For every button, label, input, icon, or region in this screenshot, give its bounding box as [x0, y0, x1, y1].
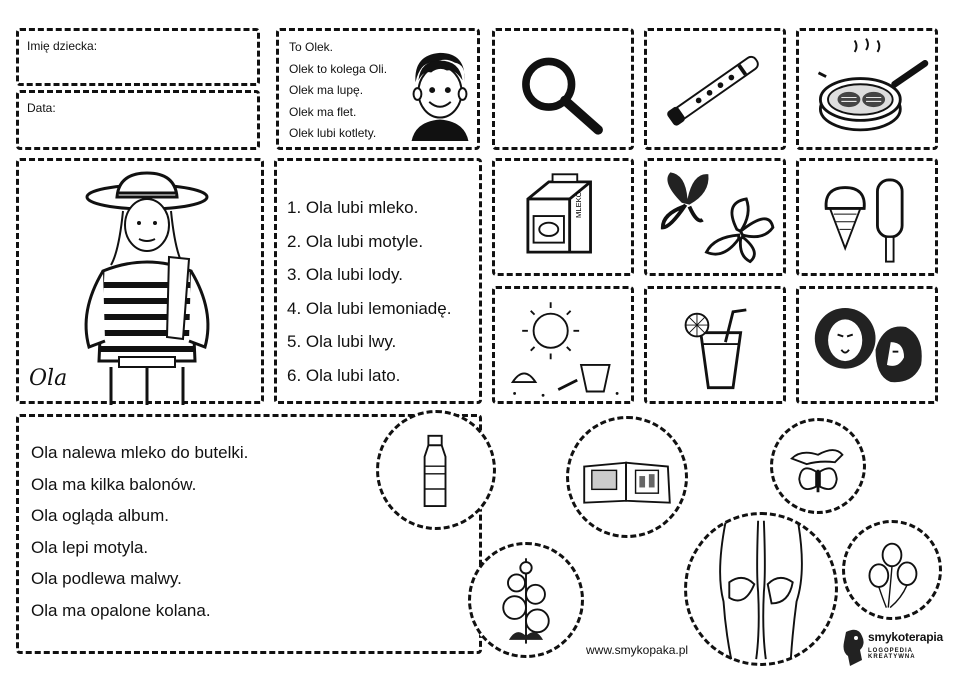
bottom-sentence: Ola ma opalone kolana.	[31, 600, 211, 620]
cutlets-pan-icon	[799, 31, 935, 147]
album-circle	[566, 416, 688, 538]
magnifier-icon	[495, 31, 631, 147]
hollyhock-circle	[468, 542, 584, 658]
magnifier-tile	[492, 28, 634, 150]
date-box	[16, 90, 260, 150]
lions-icon	[799, 289, 935, 401]
lions-tile	[796, 286, 938, 404]
brand-name: smykoterapia	[868, 630, 943, 644]
bottom-sentence: Ola lepi motyla.	[31, 537, 149, 557]
ola-sentence: 5. Ola lubi lwy.	[287, 332, 397, 351]
flute-tile	[644, 28, 786, 150]
ola-signature: Ola	[29, 366, 68, 391]
glue-butterfly-circle	[770, 418, 866, 514]
summer-tile	[492, 286, 634, 404]
balloons-circle	[842, 520, 942, 620]
footer-url: www.smykopaka.pl	[586, 643, 689, 657]
flute-icon	[647, 31, 783, 147]
olek-line: To Olek.	[289, 40, 334, 54]
olek-line: Olek ma flet.	[289, 104, 357, 119]
summer-beach-icon	[495, 289, 631, 401]
ice-cream-tile	[796, 158, 938, 276]
lemonade-tile	[644, 286, 786, 404]
milk-label: MLEKO	[574, 191, 584, 218]
bottom-sentence: Ola ogląda album.	[31, 506, 169, 525]
olek-box	[276, 28, 480, 150]
butterflies-tile	[644, 158, 786, 276]
lemonade-icon	[647, 289, 783, 401]
bottom-sentence: Ola ma kilka balonów.	[31, 474, 197, 494]
brand-logo	[838, 622, 958, 672]
bottle-icon	[379, 410, 493, 530]
child-name-label: Imię dziecka:	[27, 39, 98, 53]
bottle-circle	[376, 410, 496, 530]
ola-sentence: 1. Ola lubi mleko.	[287, 198, 419, 217]
boy-face-icon	[405, 45, 475, 143]
ice-cream-icon	[799, 161, 935, 273]
knees-circle	[684, 512, 838, 666]
child-name-box	[16, 28, 260, 86]
ola-sentence: 3. Ola lubi lody.	[287, 265, 403, 284]
bottom-sentence: Ola podlewa malwy.	[31, 569, 182, 588]
ola-sentence: 6. Ola lubi lato.	[287, 365, 401, 385]
album-icon	[569, 416, 685, 538]
cutlets-tile	[796, 28, 938, 150]
milk-carton-icon	[495, 161, 631, 273]
bottom-sentence: Ola nalewa mleko do butelki.	[31, 443, 249, 462]
butterflies-icon	[647, 161, 783, 273]
bottom-sentences	[31, 437, 248, 626]
ola-sentences	[287, 191, 451, 392]
milk-tile	[492, 158, 634, 276]
ola-sentence: 4. Ola lubi lemoniadę.	[287, 298, 452, 318]
balloons-icon	[845, 520, 939, 620]
olek-line: Olek lubi kotlety.	[289, 126, 377, 140]
olek-line: Olek ma lupę.	[289, 83, 364, 97]
head-silhouette-icon	[840, 626, 866, 670]
hollyhock-icon	[471, 542, 581, 658]
ola-sentence: 2. Ola lubi motyle.	[287, 231, 424, 251]
olek-line: Olek to kolega Oli.	[289, 61, 388, 76]
knees-icon	[687, 512, 835, 666]
glue-butterfly-icon	[773, 418, 863, 514]
ola-sentences-box	[274, 158, 482, 404]
date-label: Data:	[27, 101, 56, 115]
brand-subtitle: LOGOPEDIA KREATYWNA	[868, 648, 916, 660]
ola-box	[16, 158, 264, 404]
olek-text	[289, 37, 387, 145]
